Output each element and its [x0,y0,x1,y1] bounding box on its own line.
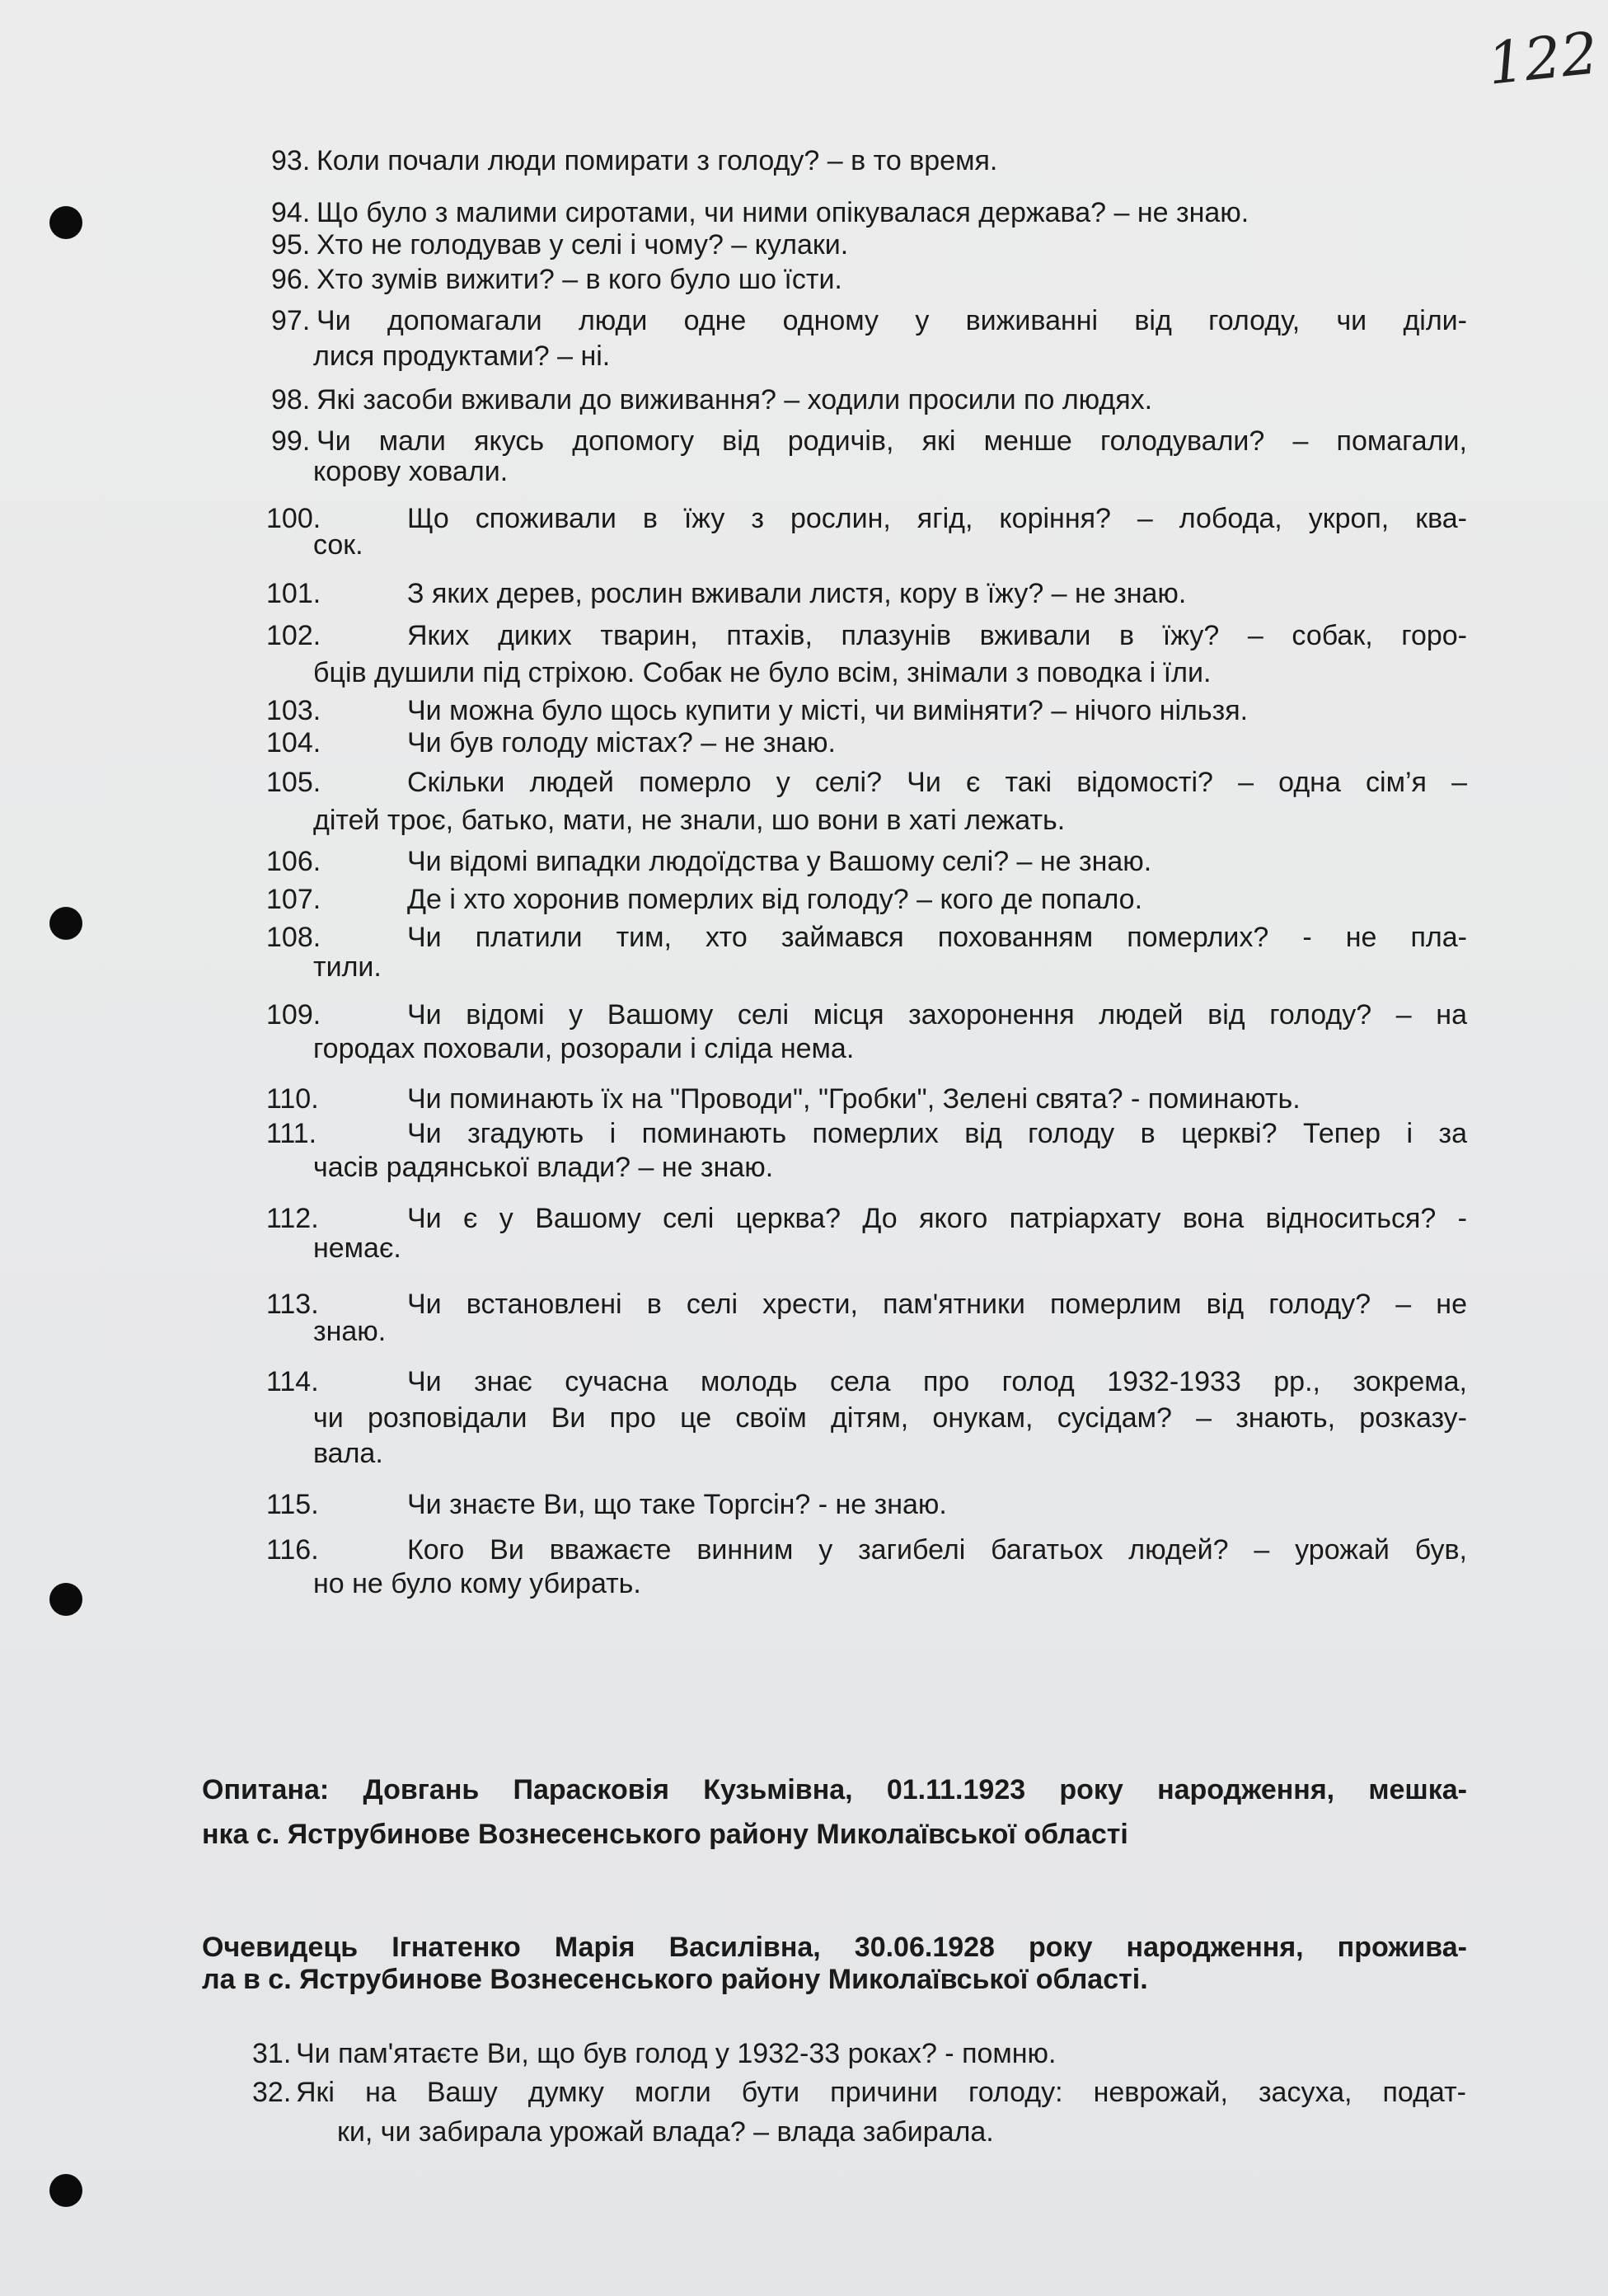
item-text-line: Де і хто хоронив померлих від голоду? – кого де попало. [407,884,1143,915]
item-number: 99. [271,425,311,457]
item-number: 112. [266,1203,319,1234]
respondent-line: Опитана: Довгань Парасковія Кузьмівна, 01.11.1923 року народження, мешка- [202,1774,1467,1805]
item-text-line: но не було кому убирать. [313,1568,641,1599]
item-text-line: вала. [313,1438,383,1469]
item-number: 114. [266,1366,319,1397]
item-text-line: Скільки людей померло у селі? Чи є такі відомості? – одна сім’я – [407,767,1467,798]
item-text-line: Чи допомагали люди одне одному у виживанні від голоду, чи діли- [316,305,1467,336]
punch-hole [49,907,82,940]
respondent-line: нка с. Яструбинове Вознесенського району Миколаївської області [202,1819,1128,1850]
item-text-line: З яких дерев, рослин вживали листя, кору в їжу? – не знаю. [407,578,1187,609]
item-text-line: ки, чи забирала урожай влада? – влада забирала. [337,2116,994,2148]
item-number: 103. [266,695,321,726]
item-text-line: Чи відомі випадки людоїдства у Вашому селі? – не знаю. [407,846,1152,877]
item-text-line: Чи знаєте Ви, що таке Торгсін? - не знаю. [407,1489,947,1520]
item-text-line: бців душили під стріхою. Собак не було всім, знімали з поводка і їли. [313,657,1212,688]
item-number: 110. [266,1083,319,1115]
item-text-line: чи розповідали Ви про це своїм дітям, онукам, сусідам? – знають, розказу- [313,1402,1467,1434]
item-text-line: знаю. [313,1316,387,1347]
punch-hole [49,1583,82,1616]
item-number: 116. [266,1534,319,1566]
item-number: 31. [252,2038,292,2069]
item-text-line: Що споживали в їжу з рослин, ягід, коріння? – лобода, укроп, ква- [407,503,1467,534]
handwritten-page-number: 122 [1484,19,1601,98]
item-text-line: Коли почали люди помирати з голоду? – в то время. [316,145,998,176]
item-text-line: Чи платили тим, хто займався похованням померлих? - не пла- [407,922,1467,953]
item-number: 101. [266,578,321,609]
item-number: 107. [266,884,321,915]
item-number: 100. [266,503,321,534]
item-number: 97. [271,305,311,336]
item-number: 111. [266,1118,317,1149]
item-number: 115. [266,1489,319,1520]
item-text-line: Яких диких тварин, птахів, плазунів вживали в їжу? – собак, горо- [407,620,1467,651]
witness-line: ла в с. Яструбинове Вознесенського району Миколаївської області. [202,1964,1148,1995]
item-number: 109. [266,999,321,1031]
item-number: 94. [271,197,311,228]
item-number: 96. [271,264,311,295]
item-text-line: Чи згадують і поминають померлих від голоду в церкві? Тепер і за [407,1118,1467,1149]
item-number: 102. [266,620,321,651]
item-text-line: Чи мали якусь допомогу від родичів, які менше голодували? – помагали, [316,425,1467,457]
item-text-line: Чи можна було щось купити у місті, чи виміняти? – нічого нільзя. [407,695,1249,726]
item-text-line: тили. [313,951,382,983]
item-text-line: Чи поминають їх на "Проводи", "Гробки", Зелені свята? - поминають. [407,1083,1301,1115]
item-number: 104. [266,727,321,758]
item-text-line: Що було з малими сиротами, чи ними опікувалася держава? – не знаю. [316,197,1249,228]
item-text-line: Чи є у Вашому селі церква? До якого патріархату вона відноситься? - [407,1203,1467,1234]
item-text-line: Чи був голоду містах? – не знаю. [407,727,836,758]
item-number: 95. [271,229,311,261]
punch-hole [49,206,82,239]
item-text-line: Чи встановлені в селі хрести, пам'ятники померлим від голоду? – не [407,1289,1467,1320]
item-text-line: Чи пам'ятаєте Ви, що був голод у 1932-33 роках? - помню. [296,2038,1057,2069]
item-text-line: часів радянської влади? – не знаю. [313,1152,774,1183]
witness-line: Очевидець Ігнатенко Марія Василівна, 30.06.1928 року народження, прожива- [202,1932,1467,1963]
item-number: 113. [266,1289,319,1320]
item-number: 108. [266,922,321,953]
item-number: 32. [252,2077,292,2108]
item-text-line: Хто зумів вижити? – в кого було шо їсти. [316,264,842,295]
item-text-line: Хто не голодував у селі і чому? – кулаки. [316,229,849,261]
item-text-line: Чи відомі у Вашому селі місця захоронення людей від голоду? – на [407,999,1467,1031]
item-text-line: городах поховали, розорали і сліда нема. [313,1033,855,1064]
item-text-line: Які засоби вживали до виживання? – ходили просили по людях. [316,384,1153,416]
item-number: 105. [266,767,321,798]
item-number: 93. [271,145,311,176]
item-number: 98. [271,384,311,416]
item-text-line: корову ховали. [313,456,509,487]
item-text-line: лися продуктами? – ні. [313,340,611,372]
punch-hole [49,2174,82,2207]
item-text-line: Чи знає сучасна молодь села про голод 1932-1933 рр., зокрема, [407,1366,1467,1397]
item-text-line: Які на Вашу думку могли бути причини голоду: неврожай, засуха, подат- [296,2077,1466,2108]
item-number: 106. [266,846,321,877]
item-text-line: сок. [313,529,363,561]
item-text-line: дітей троє, батько, мати, не знали, шо вони в хаті лежать. [313,805,1066,836]
item-text-line: Кого Ви вважаєте винним у загибелі багатьох людей? – урожай був, [407,1534,1467,1566]
item-text-line: немає. [313,1233,401,1264]
